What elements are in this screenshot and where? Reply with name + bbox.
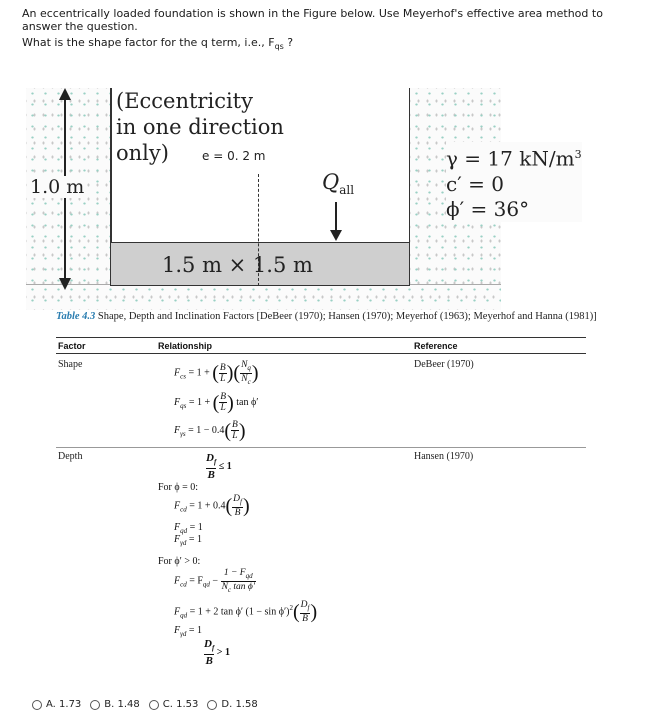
excavation-wall (110, 88, 112, 242)
reference-debeer: DeBeer (1970) (414, 359, 474, 370)
friction-angle: ϕ′ = 36° (446, 196, 530, 221)
condition-df-le-b: $\frac{D_f}{B} \le 1$ (206, 452, 232, 482)
header-relationship: Relationship (158, 341, 213, 351)
eccentricity-note: (Eccentricity in one direction only) (116, 89, 284, 165)
formula-fcs: $F_{cs} = 1$ + ( $\frac{B}{L}$ )( $\frac{N_q}{N_c}$ ) (174, 360, 259, 386)
answer-options (32, 699, 258, 710)
radio-icon[interactable] (207, 700, 217, 710)
formula-fgd-2: $F_{\gamma d} = 1$ (174, 625, 203, 638)
load-arrow-icon (330, 230, 342, 241)
header-reference: Reference (414, 341, 458, 351)
formula-fgs: $F_{\gamma s} = 1 - 0.4$( $\frac{B}{L}$ ) (174, 419, 246, 442)
for-phi-zero: For ϕ = 0: (158, 482, 199, 493)
cohesion: c′ = 0 (446, 171, 504, 196)
radio-icon[interactable] (32, 700, 42, 710)
soil-properties (446, 142, 582, 222)
eccentricity-value: e = 0. 2 m (202, 149, 266, 163)
formula-fqd-1: $F_{qd} = 1$ (174, 522, 203, 535)
option-d[interactable]: D. 1.58 (207, 699, 257, 710)
table-rule-top (56, 337, 586, 338)
foundation-figure (26, 88, 626, 310)
arrow-up-icon (59, 88, 71, 100)
for-phi-positive: For ϕ′ > 0: (158, 556, 201, 567)
reference-hansen: Hansen (1970) (414, 451, 474, 462)
factor-depth: Depth (58, 451, 83, 462)
factor-shape: Shape (58, 359, 83, 370)
radio-icon[interactable] (149, 700, 159, 710)
formula-fcd-phi: $F_{cd} = F_{qd}$ − $\frac{1 - F_{qd}}{N_c \tan \phi'}$ (174, 568, 255, 594)
option-b[interactable]: B. 1.48 (90, 699, 139, 710)
option-a[interactable]: A. 1.73 (32, 699, 81, 710)
soil-bottom (26, 284, 501, 310)
option-c[interactable]: C. 1.53 (149, 699, 199, 710)
unit-weight: γ = 17 $kN/m^3$ (446, 146, 582, 171)
radio-icon[interactable] (90, 700, 100, 710)
arrow-down-icon (59, 278, 71, 290)
formula-fcd: $F_{cd} = 1 + 0.4$( $\frac{D_f}{B}$ ) (174, 494, 250, 518)
question-line-1: An eccentrically loaded foundation is shown in the Figure below. Use Meyerhof's effective area method to answer the question. (22, 7, 603, 33)
question-line-2: What is the shape factor for the q term, i.e., $F_{qs}$ ? (22, 36, 294, 52)
condition-df-gt-b: $\frac{D_f}{B} > 1$ (204, 638, 230, 668)
load-label: $Q_{all}$ (322, 170, 355, 198)
footing-size-label: 1.5 m × 1.5 m (162, 253, 313, 277)
question-text (22, 7, 622, 55)
table-caption: Table 4.3 Shape, Depth and Inclination Factors [DeBeer (1970); Hansen (1970); Meyerhof (1963); Meyerhof and Hanna (1981)] (56, 311, 597, 322)
formula-fgd-1: $F_{\gamma d} = 1$ (174, 534, 203, 547)
header-factor: Factor (58, 341, 86, 351)
table-rule-header (56, 353, 586, 354)
formula-fqs: $F_{qs} = 1$ + ( $\frac{B}{L}$ ) tan ϕ′ (174, 391, 259, 414)
formula-fqd-2: $F_{qd} = 1 + 2$ tan ϕ′ $(1 - \sin \phi')^2$( $\frac{D_f}{B}$ ) (174, 600, 318, 624)
depth-label: 1.0 m (30, 176, 85, 198)
table-rule-mid (56, 447, 586, 448)
